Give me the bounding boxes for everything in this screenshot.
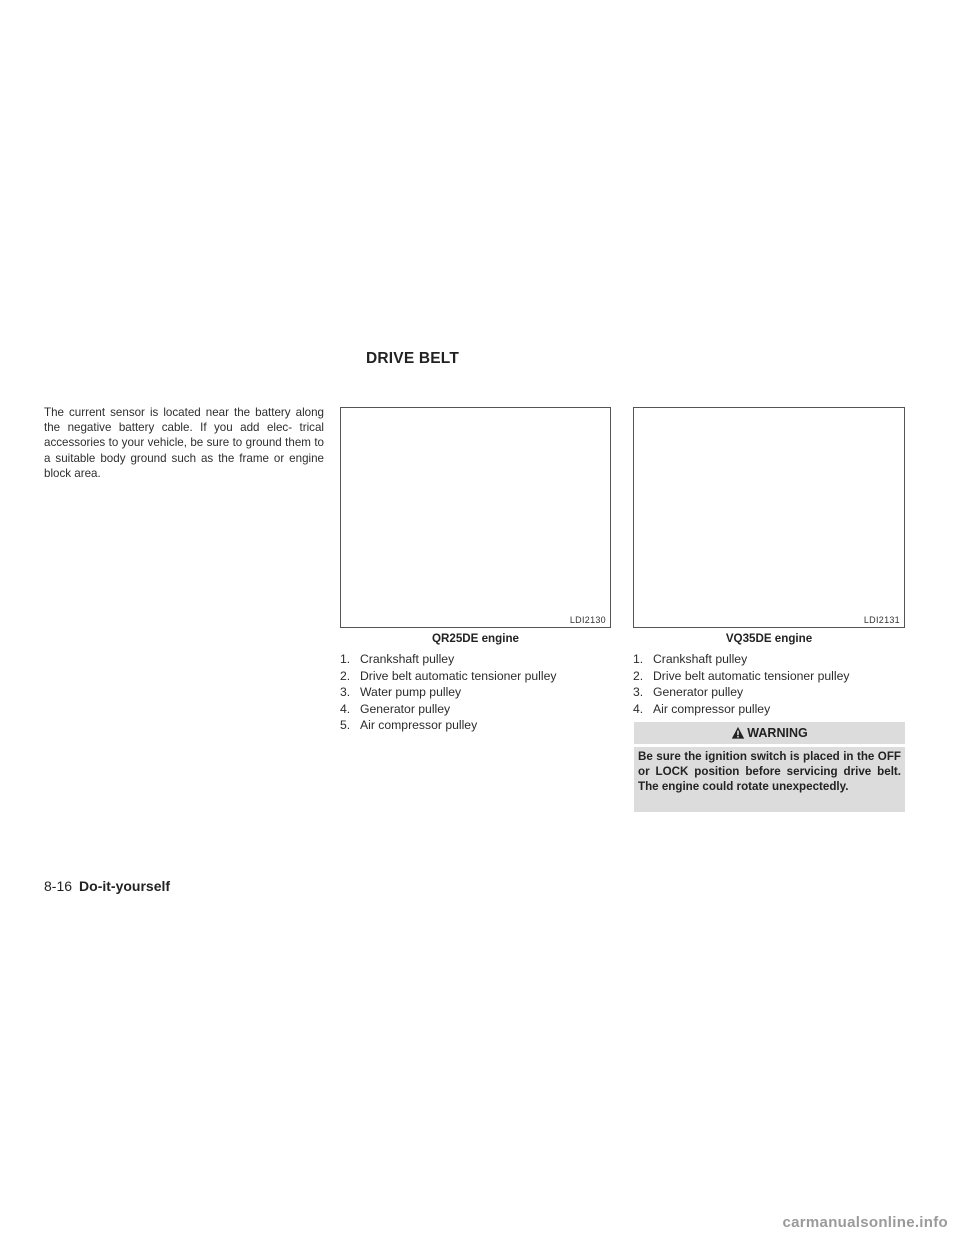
figure-caption: VQ35DE engine (725, 632, 813, 645)
list-item: 1. Crankshaft pulley (633, 652, 748, 666)
page-footer (44, 878, 170, 894)
pulley-list-vq35de (633, 651, 913, 717)
list-item: 4. Air compressor pulley (633, 701, 771, 716)
chapter-name: Do-it-yourself (79, 878, 171, 894)
list-item: 3. Water pump pulley (340, 685, 462, 700)
list-item: 2. Drive belt automatic tensioner pulley (633, 668, 850, 683)
warning-text: Be sure the ignition switch is placed in the OFF or LOCK position before servicing drive belt. The engine could rotate unexpectedly. (634, 747, 905, 812)
watermark-text: carmanualsonline.info (782, 1214, 948, 1231)
warning-header (634, 722, 905, 744)
section-title: DRIVE BELT (366, 350, 459, 367)
figure-code: LDI2131 (863, 615, 900, 625)
list-item: 5. Air compressor pulley (340, 718, 478, 733)
intro-paragraph: The current sensor is located near the battery along the negative battery cable. If you add elec- trical accessories to your vehicle, be sure to ground them to a suitable body ground such as the frame or engine block area. (44, 406, 324, 480)
list-item: 3. Generator pulley (633, 685, 744, 700)
list-item: 1. Crankshaft pulley (340, 652, 455, 666)
figure-qr25de-engine (340, 407, 611, 628)
figure-caption: QR25DE engine (432, 632, 519, 645)
watermark (0, 1200, 960, 1242)
list-item: 4. Generator pulley (340, 701, 451, 716)
page-number: 8-16 (44, 878, 73, 894)
pulley-list-qr25de (340, 651, 620, 734)
warning-triangle-icon (731, 726, 745, 740)
warning-title: WARNING (747, 726, 808, 740)
figure-vq35de-engine (633, 407, 905, 628)
list-item: 2. Drive belt automatic tensioner pulley (340, 668, 557, 683)
figure-code: LDI2130 (569, 615, 606, 625)
